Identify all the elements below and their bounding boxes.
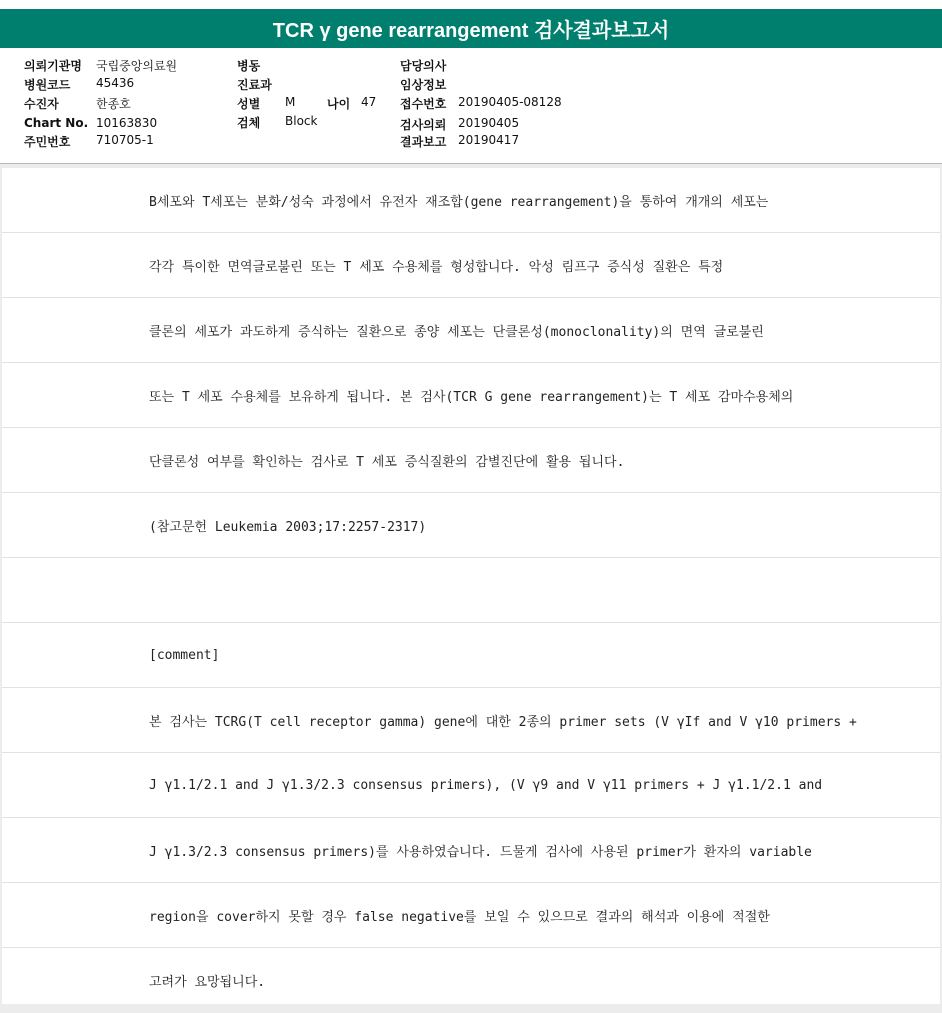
report-line bbox=[2, 233, 940, 298]
receipt-no-value: 20190405-08128 bbox=[458, 95, 562, 109]
report-line bbox=[2, 753, 940, 818]
request-date-label: 검사의뢰 bbox=[400, 118, 447, 132]
chart-no-value: 10163830 bbox=[96, 116, 158, 130]
report-line bbox=[2, 493, 940, 558]
request-date-value: 20190405 bbox=[458, 116, 520, 130]
patient-value: 한종호 bbox=[96, 97, 131, 111]
report-line bbox=[2, 883, 940, 948]
report-line-text: (참고문헌 Leukemia 2003;17:2257-2317) bbox=[149, 519, 427, 535]
chart-no-label: Chart No. bbox=[24, 116, 89, 130]
report-line-text: 고려가 요망됩니다. bbox=[149, 975, 266, 990]
report-line bbox=[2, 623, 940, 688]
report-line bbox=[2, 428, 940, 493]
ward-label: 병동 bbox=[237, 59, 261, 73]
report-date-value: 20190417 bbox=[458, 133, 520, 147]
top-strip bbox=[0, 0, 942, 9]
report-title: TCR γ gene rearrangement 검사결과보고서 bbox=[272, 20, 670, 42]
age-label: 나이 bbox=[327, 97, 351, 111]
hospital-code-value: 45436 bbox=[96, 76, 135, 90]
report-line-empty bbox=[2, 558, 940, 623]
report-line-text: 클론의 세포가 과도하게 증식하는 질환으로 종양 세포는 단클론성(monoclonality)의 면역 글로불린 bbox=[149, 324, 764, 340]
report-line-text: 또는 T 세포 수용체를 보유하게 됩니다. 본 검사(TCR G gene rearrangement)는 T 세포 감마수용체의 bbox=[149, 389, 794, 405]
patient-label: 수진자 bbox=[24, 97, 59, 111]
report-line bbox=[2, 818, 940, 883]
report-date-label: 결과보고 bbox=[400, 135, 447, 149]
institution-value: 국립중앙의료원 bbox=[96, 59, 178, 73]
specimen-value: Block bbox=[285, 114, 318, 128]
department-label: 진료과 bbox=[237, 78, 272, 92]
report-line-text: J γ1.1/2.1 and J γ1.3/2.3 consensus primers), (V γ9 and V γ11 primers + J γ1.1/2.1 and bbox=[149, 777, 823, 793]
institution-label: 의뢰기관명 bbox=[24, 59, 82, 73]
report-line bbox=[2, 363, 940, 428]
hospital-code-label: 병원코드 bbox=[24, 78, 71, 92]
clinical-info-label: 임상정보 bbox=[400, 78, 447, 92]
receipt-no-label: 접수번호 bbox=[400, 97, 447, 111]
resident-no-value: 710705-1 bbox=[96, 133, 154, 147]
report-line-text: 본 검사는 TCRG(T cell receptor gamma) gene에 대한 2종의 primer sets (V γIf and V γ10 primers + bbox=[149, 714, 857, 730]
sex-value: M bbox=[285, 95, 296, 109]
report-line bbox=[2, 948, 940, 1004]
report-line-text: region을 cover하지 못할 경우 false negative를 보일 수 있으므로 결과의 해석과 이용에 적절한 bbox=[149, 909, 770, 925]
report-line bbox=[2, 168, 940, 233]
sex-label: 성별 bbox=[237, 97, 261, 111]
age-value: 47 bbox=[361, 95, 377, 109]
report-body bbox=[2, 168, 940, 1004]
report-line bbox=[2, 298, 940, 363]
report-line-text: 각각 특이한 면역글로불린 또는 T 세포 수용체를 형성합니다. 악성 림프구 증식성 질환은 특정 bbox=[149, 259, 724, 275]
report-line-text: J γ1.3/2.3 consensus primers)를 사용하였습니다. 드물게 검사에 사용된 primer가 환자의 variable bbox=[149, 844, 812, 860]
report-line bbox=[2, 688, 940, 753]
specimen-label: 검체 bbox=[237, 116, 261, 130]
report-line-text: [comment] bbox=[149, 647, 220, 663]
report-line-text: B세포와 T세포는 분화/성숙 과정에서 유전자 재조합(gene rearrangement)을 통하여 개개의 세포는 bbox=[149, 194, 769, 210]
resident-no-label: 주민번호 bbox=[24, 135, 71, 149]
report-title-bar bbox=[0, 9, 942, 48]
doctor-label: 담당의사 bbox=[400, 59, 447, 73]
report-line-text: 단클론성 여부를 확인하는 검사로 T 세포 증식질환의 감별진단에 활용 됩니다. bbox=[149, 454, 625, 470]
patient-info-header bbox=[0, 48, 942, 164]
